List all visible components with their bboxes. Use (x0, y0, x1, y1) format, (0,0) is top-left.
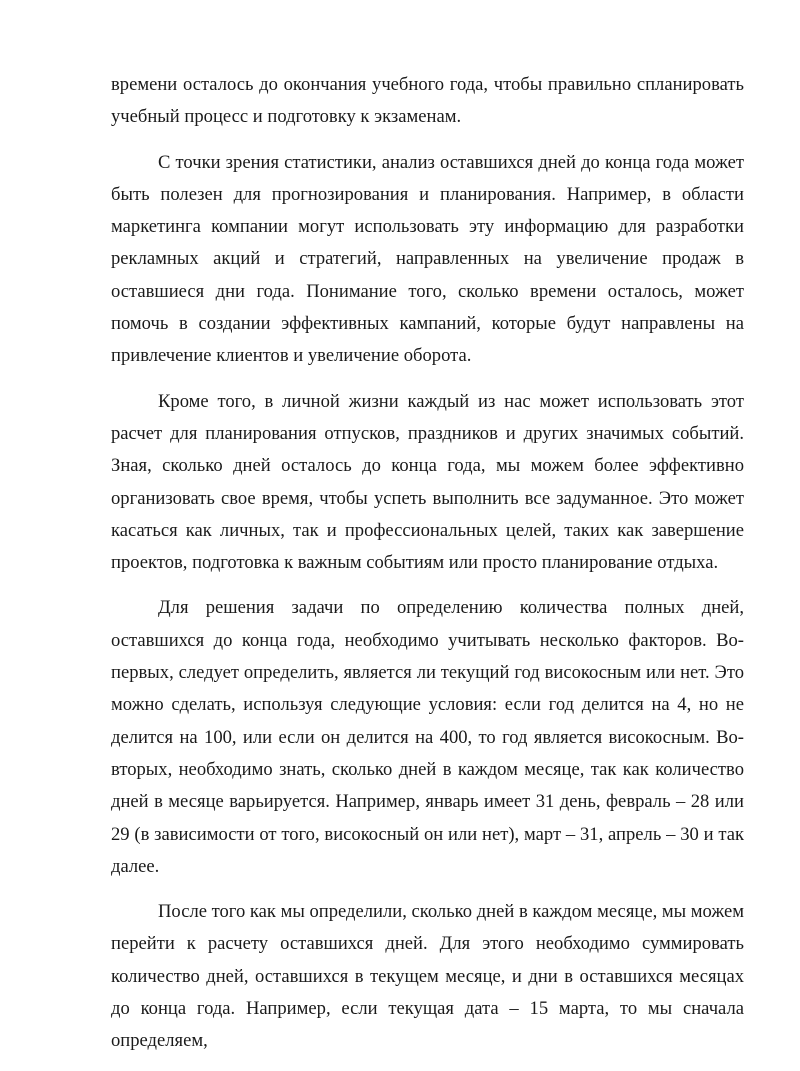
document-body (111, 69, 744, 1071)
paragraph-2: С точки зрения статистики, анализ оставшихся дней до конца года может быть полезен для прогнозирования и планирования. Например, в области маркетинга компании могут использовать эту информацию для разработки рекламных акций и стратегий, направленных на увеличение продаж в оставшиеся дни года. Понимание того, сколько времени осталось, может помочь в создании эффективных кампаний, которые будут направлены на привлечение клиентов и увеличение оборота. (111, 151, 744, 367)
paragraph-1: времени осталось до окончания учебного года, чтобы правильно спланировать учебный процесс и подготовку к экзаменам. (111, 74, 744, 128)
paragraph-5: После того как мы определили, сколько дней в каждом месяце, мы можем перейти к расчету оставшихся дней. Для этого необходимо суммировать количество дней, оставшихся в текущем месяце, и дни в оставшихся месяцах до конца года. Например, если текущая дата – 15 марта, то мы сначала определяем, (111, 901, 744, 1052)
paragraph-3: Кроме того, в личной жизни каждый из нас может использовать этот расчет для планирования отпусков, праздников и других значимых событий. Зная, сколько дней осталось до конца года, мы можем более эффективно организовать свое время, чтобы успеть выполнить все задуманное. Это может касаться как личных, так и профессиональных целей, таких как завершение проектов, подготовка к важным событиям или просто планирование отдыха. (111, 390, 744, 574)
paragraph-4: Для решения задачи по определению количества полных дней, оставшихся до конца года, необходимо учитывать несколько факторов. Во-первых, следует определить, является ли текущий год високосным или нет. Это можно сделать, используя следующие условия: если год делится на 4, но не делится на 100, или если он делится на 400, то год является високосным. Во-вторых, необходимо знать, сколько дней в каждом месяце, так как количество дней в месяце варьируется. Например, январь имеет 31 день, февраль – 28 или 29 (в зависимости от того, високосный он или нет), март – 31, апрель – 30 и так далее. (111, 597, 744, 877)
